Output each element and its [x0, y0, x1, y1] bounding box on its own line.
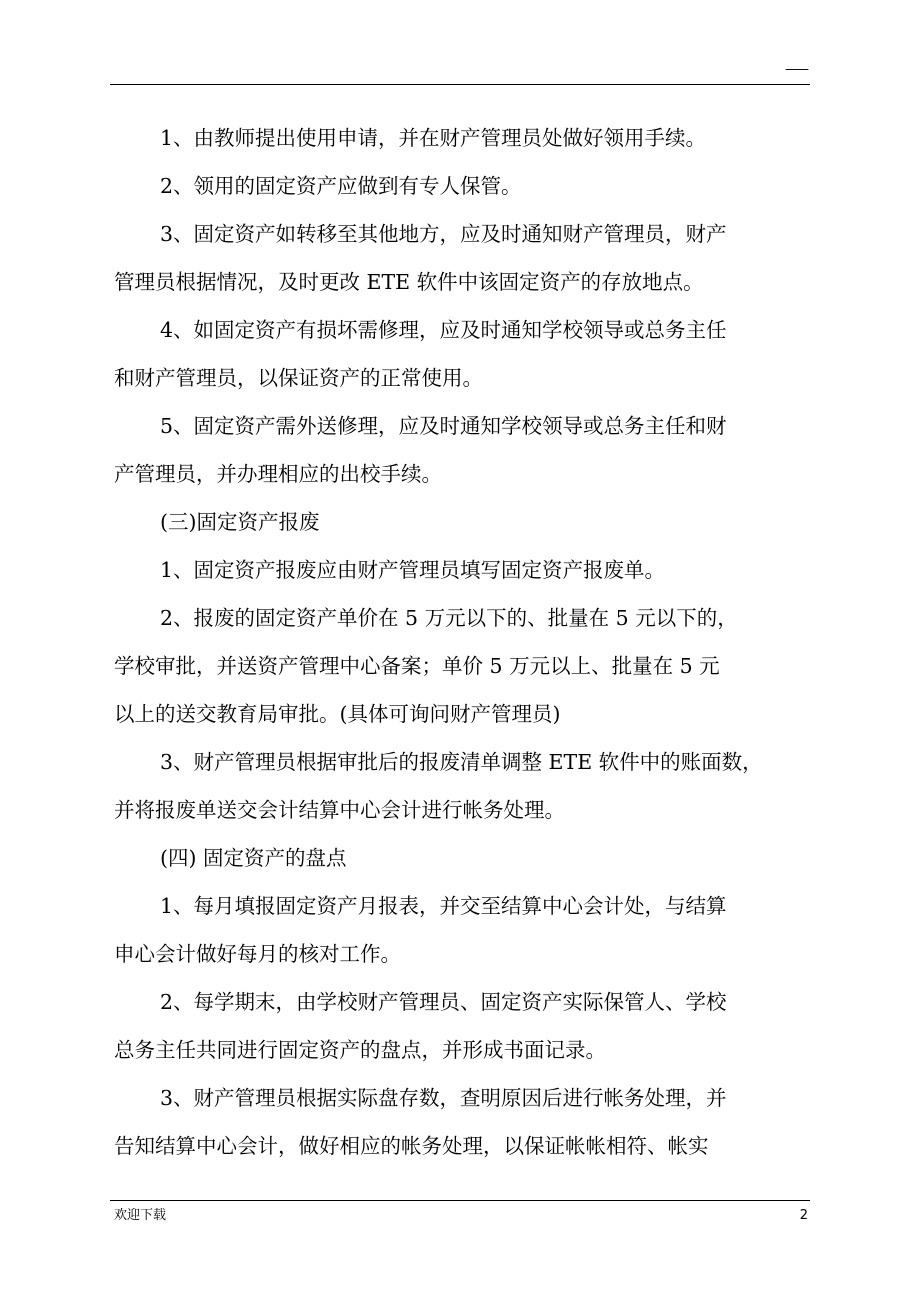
text-line: 3、财产管理员根据审批后的报废清单调整 ETE 软件中的账面数，: [160, 750, 763, 774]
text-line: 3、财产管理员根据实际盘存数，查明原因后进行帐务处理，并: [160, 1086, 727, 1110]
text-line: 1、固定资产报废应由财产管理员填写固定资产报废单。: [160, 558, 666, 582]
text-line: 4、如固定资产有损坏需修理，应及时通知学校领导或总务主任: [160, 318, 727, 342]
text-line: 申心会计做好每月的核对工作。: [114, 942, 401, 966]
header-mark: ——: [785, 62, 807, 77]
section-heading: (三)固定资产报废: [160, 510, 320, 534]
text-line: 和财产管理员，以保证资产的正常使用。: [114, 366, 483, 390]
text-line: 5、固定资产需外送修理，应及时通知学校领导或总务主任和财: [160, 414, 727, 438]
text-line: 并将报废单送交会计结算中心会计进行帐务处理。: [114, 798, 565, 822]
text-line: 2、领用的固定资产应做到有专人保管。: [160, 174, 522, 198]
text-line: 1、每月填报固定资产月报表，并交至结算中心会计处，与结算: [160, 894, 727, 918]
text-line: 管理员根据情况，及时更改 ETE 软件中该固定资产的存放地点。: [114, 270, 704, 294]
footer-label: 欢迎下载: [114, 1208, 167, 1223]
text-line: 告知结算中心会计，做好相应的帐务处理，以保证帐帐相符、帐实: [114, 1134, 709, 1158]
text-line: 2、每学期末，由学校财产管理员、固定资产实际保管人、学校: [160, 990, 727, 1014]
text-line: 以上的送交教育局审批。(具体可询问财产管理员): [114, 702, 561, 726]
text-line: 3、固定资产如转移至其他地方，应及时通知财产管理员，财产: [160, 222, 727, 246]
text-line: 产管理员，并办理相应的出校手续。: [114, 462, 442, 486]
text-line: 2、报废的固定资产单价在 5 万元以下的、批量在 5 元以下的，: [160, 606, 738, 630]
text-line: 学校审批，并送资产管理中心备案；单价 5 万元以上、批量在 5 元: [114, 654, 720, 678]
page-number: 2: [799, 1208, 808, 1223]
document-body: [114, 114, 814, 1170]
section-heading: (四) 固定资产的盘点: [160, 846, 347, 870]
footer-rule: [110, 1200, 810, 1201]
text-line: 1、由教师提出使用申请，并在财产管理员处做好领用手续。: [160, 126, 707, 150]
text-line: 总务主任共同进行固定资产的盘点，并形成书面记录。: [114, 1038, 606, 1062]
header-rule: [110, 84, 810, 85]
